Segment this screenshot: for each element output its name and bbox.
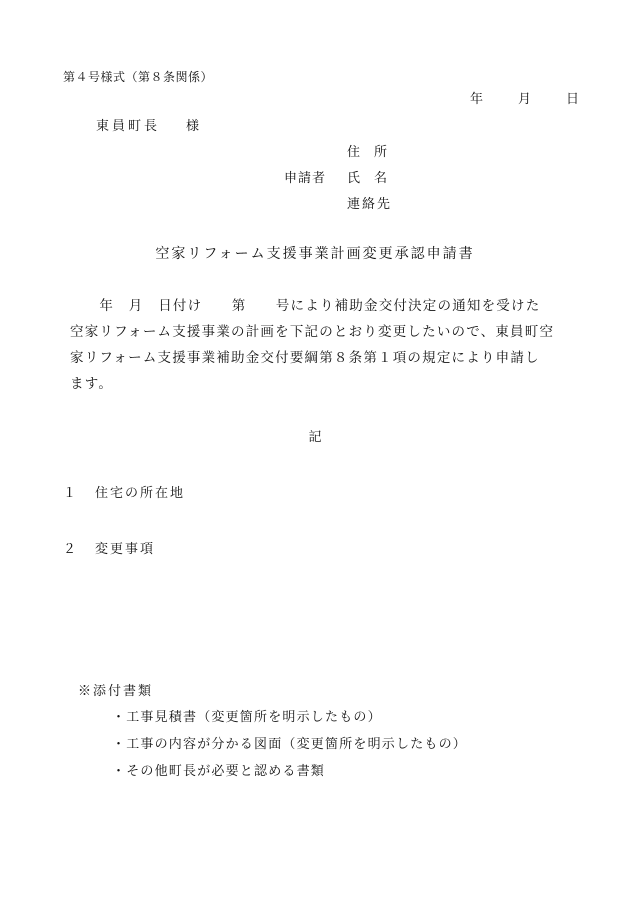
item-change-details xyxy=(63,543,155,556)
ki-marker: 記 xyxy=(308,430,322,445)
date-month-label: 月 xyxy=(518,92,532,107)
addressee-name: 東員町長 xyxy=(96,119,161,134)
attachment-item: ・工事の内容が分かる図面（変更箇所を明示したもの） xyxy=(112,737,468,752)
document-title: 空家リフォーム支援事業計画変更承認申請書 xyxy=(155,246,475,262)
attachments-heading: ※添付書類 xyxy=(78,684,154,699)
applicant-contact-label: 連絡先 xyxy=(347,197,393,212)
item-label: 住宅の所在地 xyxy=(95,486,186,501)
date-day-label: 日 xyxy=(566,92,580,107)
applicant-role-label: 申請者 xyxy=(284,171,327,186)
item-property-location xyxy=(63,487,185,500)
item-number: １ xyxy=(63,486,79,501)
form-number: 第４号様式（第８条関係） xyxy=(63,70,214,84)
attachment-item: ・工事見積書（変更箇所を明示したもの） xyxy=(112,710,382,725)
applicant-name-label: 氏名 xyxy=(347,171,402,186)
date-line xyxy=(470,93,579,106)
addressee xyxy=(96,120,202,133)
attachment-item: ・その他町長が必要と認める書類 xyxy=(112,764,326,779)
attachments-list xyxy=(112,711,467,792)
item-number: ２ xyxy=(63,542,79,557)
applicant-address-label: 住所 xyxy=(347,145,402,160)
body-paragraph: 年 月 日付け 第 号により補助金交付決定の通知を受けた 空家リフォーム支援事業の計画を下記のとおり変更したいので、東員町空 家リフォーム支援事業補助金交付要綱第８条第１項の規定により申請し ます。 xyxy=(70,298,555,392)
item-label: 変更事項 xyxy=(95,542,156,557)
addressee-honorific: 様 xyxy=(186,119,203,134)
date-year-label: 年 xyxy=(470,92,484,107)
